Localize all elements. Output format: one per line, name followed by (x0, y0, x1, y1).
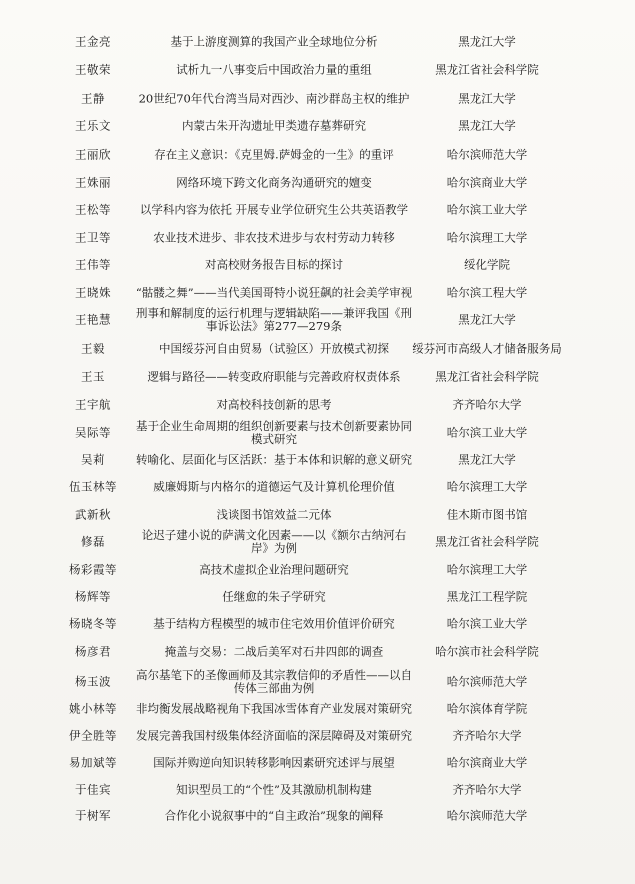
title-cell: 任继愈的朱子学研究 (222, 589, 326, 604)
table-row (0, 28, 635, 56)
title-cell: 基于企业生命周期的组织创新要素与技术创新要素协同模式研究 (136, 419, 412, 446)
org-cell: 哈尔滨师范大学 (446, 674, 528, 689)
table-row (0, 776, 635, 804)
org-cell: 哈尔滨工业大学 (446, 202, 528, 217)
table-row (0, 391, 635, 419)
author-cell: 王卫等 (75, 230, 111, 245)
org-cell: 哈尔滨理工大学 (446, 230, 528, 245)
title-cell: 对高校财务报告目标的探讨 (205, 257, 343, 272)
author-cell: 吴莉 (81, 452, 105, 467)
title-cell: 中国绥芬河自由贸易（试验区）开放模式初探 (159, 341, 389, 356)
author-cell: 王毅 (81, 341, 105, 356)
table-row (0, 695, 635, 723)
org-cell: 哈尔滨工业大学 (446, 425, 528, 440)
org-cell: 黑龙江大学 (458, 91, 516, 106)
org-cell: 绥芬河市高级人才储备服务局 (412, 341, 562, 356)
title-cell: 对高校科技创新的思考 (216, 397, 332, 412)
table-row (0, 335, 635, 363)
table-row (0, 528, 635, 556)
title-cell: 高尔基笔下的圣像画师及其宗教信仰的矛盾性——以自传体三部曲为例 (136, 668, 412, 695)
org-cell: 黑龙江省社会科学院 (435, 369, 539, 384)
org-cell: 黑龙江大学 (458, 452, 516, 467)
table-row (0, 363, 635, 391)
title-cell: 试析九一八事变后中国政治力量的重组 (176, 62, 372, 77)
title-cell: 20世纪70年代台湾当局对西沙、南沙群岛主权的维护 (138, 91, 410, 106)
title-cell: 知识型员工的“个性”及其激励机制构建 (176, 782, 372, 797)
table-row (0, 419, 635, 447)
title-cell: 转喻化、层面化与区活跃：基于本体和识解的意义研究 (136, 452, 412, 467)
org-cell: 哈尔滨理工大学 (446, 562, 528, 577)
title-cell: 基于结构方程模型的城市住宅效用价值评价研究 (153, 616, 395, 631)
title-cell: 逻辑与路径——转变政府职能与完善政府权责体系 (147, 369, 401, 384)
title-cell: 农业技术进步、非农技术进步与农村劳动力转移 (153, 230, 395, 245)
table-row (0, 306, 635, 334)
title-cell: 存在主义意识：《克里姆.萨姆金的一生》的重评 (154, 147, 394, 162)
title-cell: “骷髅之舞”——当代美国哥特小说狂飙的社会美学审视 (135, 285, 413, 300)
org-cell: 哈尔滨体育学院 (446, 701, 528, 716)
title-cell: 合作化小说叙事中的“自主政治”现象的阐释 (164, 808, 384, 823)
table-row (0, 112, 635, 140)
author-cell: 杨玉波 (75, 674, 111, 689)
author-cell: 于树军 (75, 808, 111, 823)
author-cell: 伍玉林等 (69, 479, 117, 494)
table-row (0, 251, 635, 279)
title-cell: 非均衡发展战略视角下我国冰雪体育产业发展对策研究 (136, 701, 412, 716)
title-cell: 刑事和解制度的运行机理与逻辑缺陷——兼评我国《刑事诉讼法》第277—279条 (136, 306, 412, 333)
author-cell: 易加斌等 (69, 755, 117, 770)
table-row (0, 722, 635, 750)
org-cell: 哈尔滨商业大学 (446, 755, 528, 770)
org-cell: 佳木斯市图书馆 (446, 507, 528, 522)
author-cell: 姚小林等 (69, 701, 117, 716)
table-row (0, 802, 635, 830)
title-cell: 掩盖与交易：二战后美军对石井四郎的调查 (164, 644, 384, 659)
org-cell: 哈尔滨商业大学 (446, 175, 528, 190)
author-cell: 王姝丽 (75, 175, 111, 190)
org-cell: 黑龙江省社会科学院 (435, 62, 539, 77)
title-cell: 以学科内容为依托 开展专业学位研究生公共英语教学 (139, 202, 409, 217)
org-cell: 哈尔滨市社会科学院 (435, 644, 539, 659)
author-cell: 修磊 (81, 534, 105, 549)
table-row (0, 56, 635, 84)
table-row (0, 583, 635, 611)
author-cell: 王金亮 (75, 34, 111, 49)
org-cell: 黑龙江省社会科学院 (435, 534, 539, 549)
table-row (0, 85, 635, 113)
author-cell: 于佳宾 (75, 782, 111, 797)
title-cell: 浅谈图书馆效益二元体 (216, 507, 332, 522)
org-cell: 哈尔滨师范大学 (446, 808, 528, 823)
org-cell: 齐齐哈尔大学 (452, 397, 522, 412)
org-cell: 哈尔滨师范大学 (446, 147, 528, 162)
table-row (0, 224, 635, 252)
org-cell: 黑龙江大学 (458, 118, 516, 133)
table-row (0, 196, 635, 224)
author-cell: 王宇航 (75, 397, 111, 412)
author-cell: 王晓姝 (75, 285, 111, 300)
title-cell: 高技术虚拟企业治理问题研究 (199, 562, 349, 577)
author-cell: 王丽欣 (75, 147, 111, 162)
author-cell: 王艳慧 (75, 312, 111, 327)
org-cell: 黑龙江大学 (458, 312, 516, 327)
author-cell: 王乐文 (75, 118, 111, 133)
author-cell: 杨晓冬等 (69, 616, 117, 631)
author-cell: 杨彩霞等 (69, 562, 117, 577)
title-cell: 国际并购逆向知识转移影响因素研究述评与展望 (153, 755, 395, 770)
title-cell: 基于上游度测算的我国产业全球地位分析 (170, 34, 378, 49)
table-row (0, 556, 635, 584)
author-cell: 武新秋 (75, 507, 111, 522)
table-row (0, 668, 635, 696)
author-cell: 王玉 (81, 369, 105, 384)
table-row (0, 446, 635, 474)
author-cell: 吴际等 (75, 425, 111, 440)
table-row (0, 473, 635, 501)
table-row (0, 610, 635, 638)
table-row (0, 501, 635, 529)
org-cell: 哈尔滨工业大学 (446, 616, 528, 631)
title-cell: 网络环境下跨文化商务沟通研究的嬗变 (176, 175, 372, 190)
author-cell: 杨彦君 (75, 644, 111, 659)
author-cell: 王敬荣 (75, 62, 111, 77)
org-cell: 哈尔滨理工大学 (446, 479, 528, 494)
title-cell: 论迟子建小说的萨满文化因素——以《额尔古纳河右岸》为例 (141, 528, 407, 555)
table-row (0, 169, 635, 197)
title-cell: 内蒙古朱开沟遗址甲类遗存墓葬研究 (182, 118, 366, 133)
table-row (0, 749, 635, 777)
author-cell: 王伟等 (75, 257, 111, 272)
author-cell: 杨辉等 (75, 589, 111, 604)
org-cell: 齐齐哈尔大学 (452, 728, 522, 743)
org-cell: 绥化学院 (464, 257, 510, 272)
table-row (0, 141, 635, 169)
org-cell: 哈尔滨工程大学 (446, 285, 528, 300)
org-cell: 齐齐哈尔大学 (452, 782, 522, 797)
table-row (0, 279, 635, 307)
title-cell: 威廉姆斯与内格尔的道德运气及计算机伦理价值 (153, 479, 395, 494)
table-row (0, 638, 635, 666)
author-cell: 王松等 (75, 202, 111, 217)
org-cell: 黑龙江大学 (458, 34, 516, 49)
author-cell: 伊全胜等 (69, 728, 117, 743)
title-cell: 发展完善我国村级集体经济面临的深层障碍及对策研究 (136, 728, 412, 743)
org-cell: 黑龙江工程学院 (446, 589, 528, 604)
author-cell: 王静 (81, 91, 105, 106)
